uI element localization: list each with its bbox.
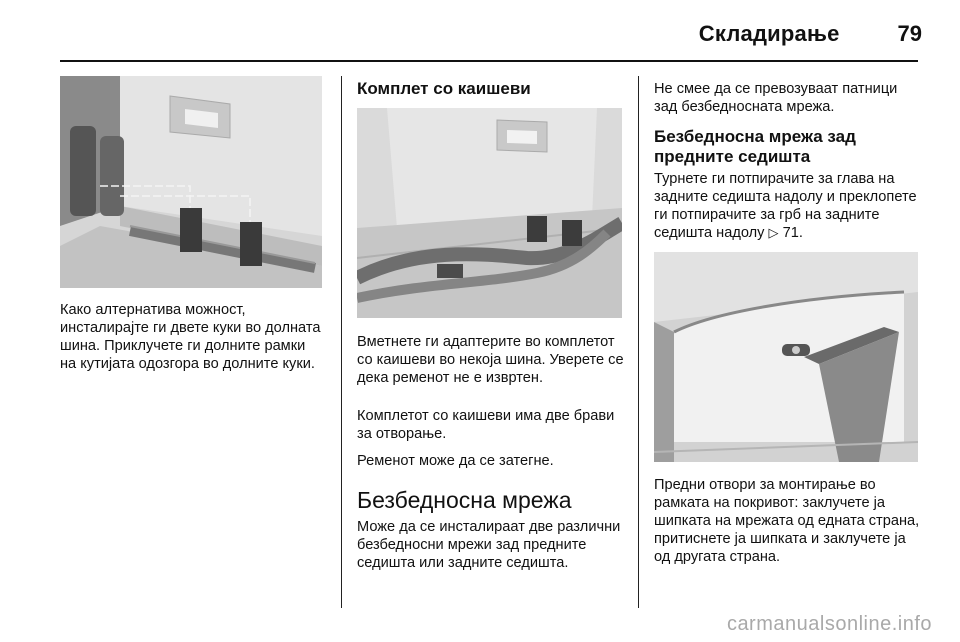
page-title: Складирање — [698, 21, 840, 46]
arrow-reference-icon: ▷ — [768, 225, 779, 240]
page-number: 79 — [897, 21, 922, 46]
strap-kit-paragraph-2: Комплетот со каишеви има две брави за отворање. — [357, 408, 615, 442]
front-seat-net-text: Турнете ги потпирачите за глава на задните седишта надолу и преклопете ги потпирачите за грб на задните седишта надолу — [654, 171, 917, 241]
strap-kit-heading: Комплет со каишеви — [357, 79, 531, 98]
passenger-warning-paragraph: Не смее да се превозуваат патници зад безбедносната мрежа. — [654, 81, 898, 115]
column-divider-1 — [341, 76, 342, 608]
header-rule — [60, 60, 918, 62]
illustration-roof-mount — [654, 252, 918, 462]
strap-kit-paragraph-1: Вметнете ги адаптерите во комплетот со каишеви во некоја шина. Уверете се дека ременот не е извртен. — [357, 334, 624, 386]
illustration-hooks-rail — [60, 76, 322, 288]
page-header — [699, 14, 922, 54]
illustration-strap-kit — [357, 108, 622, 318]
front-seat-net-heading: Безбедносна мрежа зад предните седишта — [654, 127, 856, 166]
safety-net-heading: Безбедносна мрежа — [357, 487, 572, 513]
safety-net-paragraph: Може да се инсталираат две различни безбедносни мрежи зад предните седишта или задните седишта. — [357, 519, 621, 571]
front-seat-net-paragraph — [654, 170, 924, 242]
xref-page[interactable]: 71. — [782, 225, 803, 241]
strap-kit-paragraph-3: Ременот може да се затегне. — [357, 453, 554, 469]
watermark: carmanualsonline.info — [726, 613, 932, 635]
column-divider-2 — [638, 76, 639, 608]
column1-paragraph: Како алтернатива можност, инсталирајте ги двете куки во долната шина. Приклучете ги долните рамки на кутијата одозгора во долните куки. — [60, 302, 321, 372]
roof-mount-caption: Предни отвори за монтирање во рамката на покривот: заклучете ја шипката на мрежата од едната страна, притиснете ја шипката и заклучете ја од другата страна. — [654, 477, 920, 565]
